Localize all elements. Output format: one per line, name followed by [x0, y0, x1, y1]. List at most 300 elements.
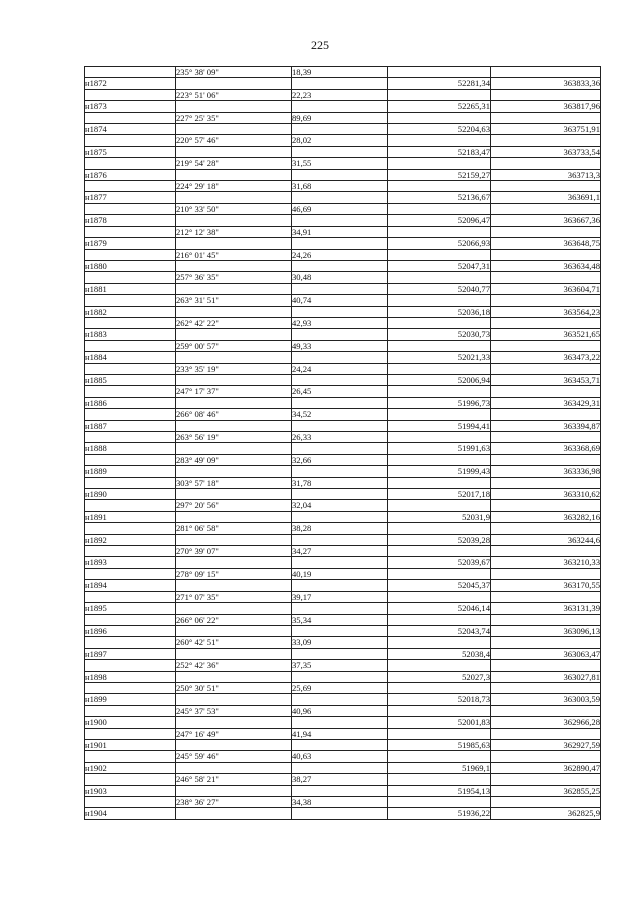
x-coordinate-cell: 52040,77: [388, 283, 491, 294]
empty-cell: [292, 169, 388, 180]
x-coordinate-cell: 52047,31: [388, 260, 491, 271]
empty-cell: [491, 728, 601, 739]
direction-angle-cell: 216° 01' 45": [176, 249, 292, 260]
direction-angle-cell: 270° 39' 07": [176, 546, 292, 557]
page-number: 225: [311, 38, 329, 52]
empty-cell: [292, 124, 388, 135]
x-coordinate-cell: 51991,63: [388, 443, 491, 454]
point-row: [85, 625, 601, 636]
empty-cell: [491, 363, 601, 374]
point-name-cell: н1873: [85, 101, 176, 112]
segment-row: [85, 272, 601, 283]
direction-angle-cell: 257° 36' 35": [176, 272, 292, 283]
empty-cell: [292, 329, 388, 340]
empty-cell: [491, 546, 601, 557]
empty-cell: [176, 374, 292, 385]
distance-cell: 37,35: [292, 660, 388, 671]
empty-cell: [491, 523, 601, 534]
empty-cell: [388, 705, 491, 716]
empty-cell: [85, 568, 176, 579]
empty-cell: [85, 751, 176, 762]
empty-cell: [491, 272, 601, 283]
empty-cell: [491, 591, 601, 602]
empty-cell: [176, 785, 292, 796]
direction-angle-cell: 297° 20' 56": [176, 500, 292, 511]
segment-row: [85, 112, 601, 123]
empty-cell: [491, 477, 601, 488]
empty-cell: [176, 603, 292, 614]
direction-angle-cell: 263° 56' 19": [176, 432, 292, 443]
segment-row: [85, 67, 601, 78]
direction-angle-cell: 245° 37' 53": [176, 705, 292, 716]
x-coordinate-cell: 51996,73: [388, 397, 491, 408]
point-name-cell: н1887: [85, 420, 176, 431]
distance-cell: 32,04: [292, 500, 388, 511]
direction-angle-cell: 247° 17' 37": [176, 386, 292, 397]
empty-cell: [292, 511, 388, 522]
empty-cell: [176, 192, 292, 203]
empty-cell: [292, 625, 388, 636]
x-coordinate-cell: 52036,18: [388, 306, 491, 317]
empty-cell: [388, 112, 491, 123]
direction-angle-cell: 263° 31' 51": [176, 295, 292, 306]
point-row: [85, 397, 601, 408]
empty-cell: [292, 306, 388, 317]
segment-row: [85, 546, 601, 557]
point-row: [85, 101, 601, 112]
empty-cell: [388, 158, 491, 169]
point-row: [85, 808, 601, 819]
point-row: [85, 785, 601, 796]
empty-cell: [292, 603, 388, 614]
point-row: [85, 192, 601, 203]
empty-cell: [388, 546, 491, 557]
empty-cell: [85, 203, 176, 214]
y-coordinate-cell: 363453,71: [491, 374, 601, 385]
direction-angle-cell: 283° 49' 09": [176, 454, 292, 465]
coordinates-table-body: [85, 67, 601, 820]
empty-cell: [85, 432, 176, 443]
empty-cell: [388, 386, 491, 397]
direction-angle-cell: 235° 38' 09": [176, 67, 292, 78]
empty-cell: [292, 717, 388, 728]
segment-row: [85, 386, 601, 397]
empty-cell: [388, 363, 491, 374]
empty-cell: [292, 146, 388, 157]
point-row: [85, 557, 601, 568]
distance-cell: 24,26: [292, 249, 388, 260]
empty-cell: [292, 192, 388, 203]
empty-cell: [388, 181, 491, 192]
point-row: [85, 283, 601, 294]
x-coordinate-cell: 52265,31: [388, 101, 491, 112]
empty-cell: [176, 420, 292, 431]
empty-cell: [176, 146, 292, 157]
empty-cell: [176, 580, 292, 591]
point-name-cell: н1901: [85, 739, 176, 750]
point-name-cell: н1886: [85, 397, 176, 408]
empty-cell: [388, 89, 491, 100]
x-coordinate-cell: 52006,94: [388, 374, 491, 385]
y-coordinate-cell: 363648,75: [491, 238, 601, 249]
empty-cell: [388, 135, 491, 146]
empty-cell: [85, 112, 176, 123]
empty-cell: [292, 238, 388, 249]
point-row: [85, 739, 601, 750]
y-coordinate-cell: 362966,28: [491, 717, 601, 728]
point-name-cell: н1896: [85, 625, 176, 636]
y-coordinate-cell: 363027,81: [491, 671, 601, 682]
segment-row: [85, 705, 601, 716]
empty-cell: [388, 797, 491, 808]
segment-row: [85, 158, 601, 169]
segment-row: [85, 249, 601, 260]
empty-cell: [491, 454, 601, 465]
y-coordinate-cell: 363170,55: [491, 580, 601, 591]
empty-cell: [388, 523, 491, 534]
x-coordinate-cell: 52043,74: [388, 625, 491, 636]
x-coordinate-cell: 52039,67: [388, 557, 491, 568]
empty-cell: [388, 409, 491, 420]
empty-cell: [176, 762, 292, 773]
point-row: [85, 603, 601, 614]
empty-cell: [85, 272, 176, 283]
empty-cell: [85, 546, 176, 557]
empty-cell: [388, 226, 491, 237]
distance-cell: 22,23: [292, 89, 388, 100]
segment-row: [85, 295, 601, 306]
distance-cell: 34,38: [292, 797, 388, 808]
empty-cell: [292, 557, 388, 568]
point-name-cell: н1874: [85, 124, 176, 135]
empty-cell: [388, 272, 491, 283]
x-coordinate-cell: 52096,47: [388, 215, 491, 226]
point-row: [85, 443, 601, 454]
point-name-cell: н1895: [85, 603, 176, 614]
segment-row: [85, 317, 601, 328]
empty-cell: [491, 181, 601, 192]
empty-cell: [388, 67, 491, 78]
y-coordinate-cell: 363131,39: [491, 603, 601, 614]
point-row: [85, 169, 601, 180]
empty-cell: [292, 785, 388, 796]
y-coordinate-cell: 363751,91: [491, 124, 601, 135]
distance-cell: 18,39: [292, 67, 388, 78]
point-name-cell: н1892: [85, 534, 176, 545]
distance-cell: 30,48: [292, 272, 388, 283]
segment-row: [85, 660, 601, 671]
empty-cell: [85, 340, 176, 351]
y-coordinate-cell: 363604,71: [491, 283, 601, 294]
empty-cell: [491, 432, 601, 443]
x-coordinate-cell: 52039,28: [388, 534, 491, 545]
point-row: [85, 671, 601, 682]
empty-cell: [292, 374, 388, 385]
point-row: [85, 352, 601, 363]
empty-cell: [388, 728, 491, 739]
point-row: [85, 717, 601, 728]
point-row: [85, 762, 601, 773]
empty-cell: [292, 215, 388, 226]
x-coordinate-cell: 52136,67: [388, 192, 491, 203]
x-coordinate-cell: 52018,73: [388, 694, 491, 705]
point-name-cell: н1879: [85, 238, 176, 249]
segment-row: [85, 591, 601, 602]
empty-cell: [388, 614, 491, 625]
empty-cell: [292, 762, 388, 773]
empty-cell: [176, 534, 292, 545]
point-name-cell: н1891: [85, 511, 176, 522]
y-coordinate-cell: 363634,48: [491, 260, 601, 271]
empty-cell: [292, 352, 388, 363]
distance-cell: 32,66: [292, 454, 388, 465]
distance-cell: 24,24: [292, 363, 388, 374]
x-coordinate-cell: 52159,27: [388, 169, 491, 180]
distance-cell: 34,52: [292, 409, 388, 420]
y-coordinate-cell: 363368,69: [491, 443, 601, 454]
empty-cell: [491, 751, 601, 762]
empty-cell: [85, 774, 176, 785]
empty-cell: [388, 340, 491, 351]
empty-cell: [292, 283, 388, 294]
x-coordinate-cell: 52038,4: [388, 648, 491, 659]
y-coordinate-cell: 363667,36: [491, 215, 601, 226]
empty-cell: [292, 397, 388, 408]
empty-cell: [491, 67, 601, 78]
x-coordinate-cell: 52030,73: [388, 329, 491, 340]
empty-cell: [85, 317, 176, 328]
direction-angle-cell: 250° 30' 51": [176, 682, 292, 693]
empty-cell: [176, 717, 292, 728]
point-name-cell: н1888: [85, 443, 176, 454]
direction-angle-cell: 223° 51' 06": [176, 89, 292, 100]
empty-cell: [176, 101, 292, 112]
empty-cell: [491, 135, 601, 146]
empty-cell: [491, 295, 601, 306]
point-name-cell: н1897: [85, 648, 176, 659]
distance-cell: 28,02: [292, 135, 388, 146]
point-row: [85, 329, 601, 340]
point-row: [85, 374, 601, 385]
empty-cell: [491, 500, 601, 511]
segment-row: [85, 203, 601, 214]
empty-cell: [176, 694, 292, 705]
empty-cell: [491, 317, 601, 328]
empty-cell: [176, 260, 292, 271]
distance-cell: 31,78: [292, 477, 388, 488]
distance-cell: 40,74: [292, 295, 388, 306]
y-coordinate-cell: 363733,54: [491, 146, 601, 157]
empty-cell: [85, 523, 176, 534]
empty-cell: [388, 637, 491, 648]
point-name-cell: н1877: [85, 192, 176, 203]
y-coordinate-cell: 363063,47: [491, 648, 601, 659]
segment-row: [85, 751, 601, 762]
distance-cell: 41,94: [292, 728, 388, 739]
y-coordinate-cell: 362855,25: [491, 785, 601, 796]
point-row: [85, 124, 601, 135]
direction-angle-cell: 247° 16' 49": [176, 728, 292, 739]
direction-angle-cell: 233° 35' 19": [176, 363, 292, 374]
point-name-cell: н1882: [85, 306, 176, 317]
empty-cell: [176, 625, 292, 636]
y-coordinate-cell: 363282,16: [491, 511, 601, 522]
empty-cell: [388, 660, 491, 671]
distance-cell: 40,19: [292, 568, 388, 579]
empty-cell: [85, 591, 176, 602]
segment-row: [85, 432, 601, 443]
empty-cell: [85, 728, 176, 739]
x-coordinate-cell: 52001,83: [388, 717, 491, 728]
point-name-cell: н1884: [85, 352, 176, 363]
empty-cell: [85, 135, 176, 146]
empty-cell: [388, 682, 491, 693]
x-coordinate-cell: 51999,43: [388, 466, 491, 477]
y-coordinate-cell: 363210,33: [491, 557, 601, 568]
empty-cell: [176, 511, 292, 522]
empty-cell: [491, 568, 601, 579]
empty-cell: [176, 169, 292, 180]
x-coordinate-cell: 51969,1: [388, 762, 491, 773]
empty-cell: [491, 614, 601, 625]
segment-row: [85, 135, 601, 146]
empty-cell: [176, 648, 292, 659]
direction-angle-cell: 246° 58' 21": [176, 774, 292, 785]
empty-cell: [85, 249, 176, 260]
point-name-cell: н1904: [85, 808, 176, 819]
empty-cell: [388, 317, 491, 328]
y-coordinate-cell: 363521,65: [491, 329, 601, 340]
empty-cell: [176, 397, 292, 408]
empty-cell: [292, 489, 388, 500]
segment-row: [85, 477, 601, 488]
point-name-cell: н1878: [85, 215, 176, 226]
segment-row: [85, 614, 601, 625]
empty-cell: [292, 443, 388, 454]
empty-cell: [388, 432, 491, 443]
segment-row: [85, 500, 601, 511]
point-name-cell: н1875: [85, 146, 176, 157]
direction-angle-cell: 278° 09' 15": [176, 568, 292, 579]
direction-angle-cell: 224° 29' 18": [176, 181, 292, 192]
empty-cell: [292, 580, 388, 591]
y-coordinate-cell: 363003,59: [491, 694, 601, 705]
point-row: [85, 580, 601, 591]
y-coordinate-cell: 363691,1: [491, 192, 601, 203]
segment-row: [85, 523, 601, 534]
empty-cell: [388, 500, 491, 511]
point-name-cell: н1889: [85, 466, 176, 477]
empty-cell: [388, 249, 491, 260]
empty-cell: [85, 181, 176, 192]
y-coordinate-cell: 363473,22: [491, 352, 601, 363]
direction-angle-cell: 281° 06' 58": [176, 523, 292, 534]
empty-cell: [85, 386, 176, 397]
point-row: [85, 534, 601, 545]
segment-row: [85, 797, 601, 808]
y-coordinate-cell: 363713,3: [491, 169, 601, 180]
direction-angle-cell: 262° 42' 22": [176, 317, 292, 328]
segment-row: [85, 340, 601, 351]
empty-cell: [176, 78, 292, 89]
empty-cell: [388, 454, 491, 465]
empty-cell: [491, 340, 601, 351]
empty-cell: [491, 249, 601, 260]
x-coordinate-cell: 51936,22: [388, 808, 491, 819]
y-coordinate-cell: 363336,98: [491, 466, 601, 477]
direction-angle-cell: 220° 57' 46": [176, 135, 292, 146]
empty-cell: [491, 226, 601, 237]
point-row: [85, 260, 601, 271]
direction-angle-cell: 238° 36' 27": [176, 797, 292, 808]
empty-cell: [292, 739, 388, 750]
segment-row: [85, 637, 601, 648]
point-name-cell: н1898: [85, 671, 176, 682]
empty-cell: [176, 739, 292, 750]
x-coordinate-cell: 52204,63: [388, 124, 491, 135]
point-name-cell: н1872: [85, 78, 176, 89]
segment-row: [85, 774, 601, 785]
distance-cell: 34,27: [292, 546, 388, 557]
x-coordinate-cell: 52066,93: [388, 238, 491, 249]
distance-cell: 89,69: [292, 112, 388, 123]
point-name-cell: н1900: [85, 717, 176, 728]
y-coordinate-cell: 363244,6: [491, 534, 601, 545]
point-name-cell: н1876: [85, 169, 176, 180]
distance-cell: 26,45: [292, 386, 388, 397]
direction-angle-cell: 260° 42' 51": [176, 637, 292, 648]
segment-row: [85, 181, 601, 192]
empty-cell: [176, 671, 292, 682]
empty-cell: [176, 238, 292, 249]
direction-angle-cell: 227° 25' 35": [176, 112, 292, 123]
point-name-cell: н1899: [85, 694, 176, 705]
empty-cell: [292, 534, 388, 545]
point-name-cell: н1885: [85, 374, 176, 385]
distance-cell: 40,63: [292, 751, 388, 762]
empty-cell: [85, 363, 176, 374]
segment-row: [85, 568, 601, 579]
empty-cell: [292, 694, 388, 705]
y-coordinate-cell: 362927,59: [491, 739, 601, 750]
empty-cell: [85, 477, 176, 488]
empty-cell: [388, 591, 491, 602]
x-coordinate-cell: 52183,47: [388, 146, 491, 157]
point-name-cell: н1894: [85, 580, 176, 591]
distance-cell: 38,27: [292, 774, 388, 785]
distance-cell: 26,33: [292, 432, 388, 443]
point-name-cell: н1880: [85, 260, 176, 271]
distance-cell: 31,55: [292, 158, 388, 169]
segment-row: [85, 728, 601, 739]
empty-cell: [292, 808, 388, 819]
direction-angle-cell: 245° 59' 46": [176, 751, 292, 762]
point-row: [85, 511, 601, 522]
direction-angle-cell: 303° 57' 18": [176, 477, 292, 488]
x-coordinate-cell: 52027,3: [388, 671, 491, 682]
point-row: [85, 215, 601, 226]
x-coordinate-cell: 51985,63: [388, 739, 491, 750]
empty-cell: [176, 808, 292, 819]
point-row: [85, 648, 601, 659]
empty-cell: [292, 78, 388, 89]
empty-cell: [388, 477, 491, 488]
distance-cell: 49,33: [292, 340, 388, 351]
empty-cell: [491, 112, 601, 123]
distance-cell: 35,34: [292, 614, 388, 625]
point-row: [85, 466, 601, 477]
segment-row: [85, 363, 601, 374]
